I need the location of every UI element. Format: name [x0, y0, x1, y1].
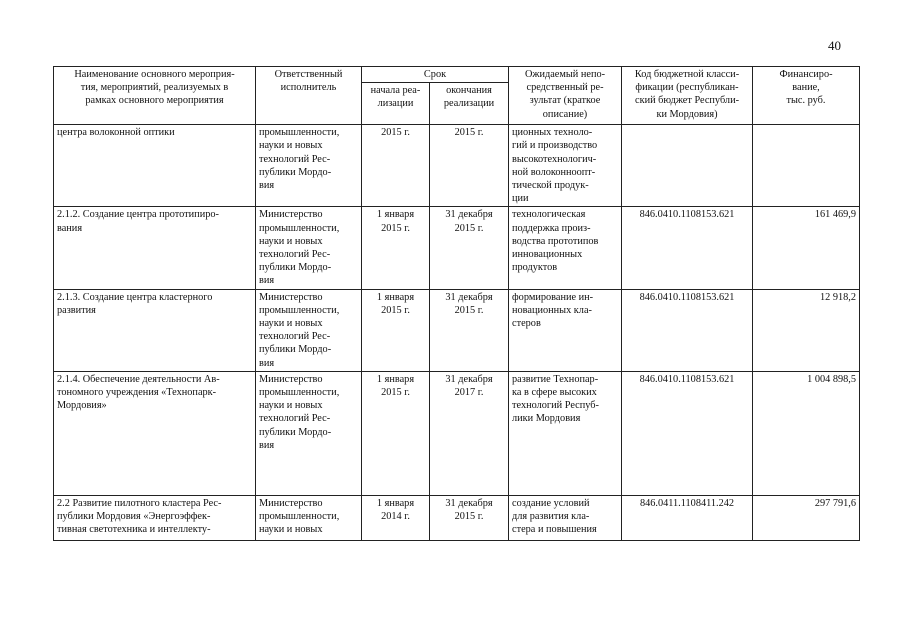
- cell-name: 2.1.4. Обеспечение деятельности Ав- тономного учреждения «Технопарк- Мордовия»: [54, 371, 256, 495]
- cell-start: 1 января 2015 г.: [362, 289, 430, 371]
- cell-start: 1 января 2015 г.: [362, 207, 430, 289]
- cell-code: 846.0410.1108153.621: [622, 371, 753, 495]
- cell-end: 31 декабря 2015 г.: [430, 289, 509, 371]
- cell-end: 31 декабря 2015 г.: [430, 495, 509, 540]
- header-name: Наименование основного мероприя- тия, мероприятий, реализуемых в рамках основного мероприятия: [54, 67, 256, 125]
- header-code: Код бюджетной класси- фикации (республикан- ский бюджет Республи- ки Мордовия): [622, 67, 753, 125]
- cell-name: 2.1.3. Создание центра кластерного развития: [54, 289, 256, 371]
- cell-executor: Министерство промышленности, науки и новых технологий Рес- публики Мордо- вия: [256, 207, 362, 289]
- table-row: [54, 125, 860, 207]
- cell-finance: 161 469,9: [753, 207, 860, 289]
- cell-code: 846.0410.1108153.621: [622, 207, 753, 289]
- header-term: Срок: [362, 67, 509, 83]
- cell-code: 846.0410.1108153.621: [622, 289, 753, 371]
- cell-finance: 297 791,6: [753, 495, 860, 540]
- page-number: 40: [828, 38, 841, 53]
- table-row: [54, 371, 860, 495]
- cell-end: 31 декабря 2017 г.: [430, 371, 509, 495]
- cell-code: 846.0411.1108411.242: [622, 495, 753, 540]
- header-end: окончания реализации: [430, 83, 509, 125]
- cell-result: развитие Технопар- ка в сфере высоких технологий Респуб- лики Мордовия: [509, 371, 622, 495]
- cell-finance: 1 004 898,5: [753, 371, 860, 495]
- header-executor: Ответственный исполнитель: [256, 67, 362, 125]
- table-row: [54, 289, 860, 371]
- measures-table: [53, 66, 860, 541]
- cell-finance: [753, 125, 860, 207]
- table-row: [54, 495, 860, 540]
- header-finance: Финансиро- вание, тыс. руб.: [753, 67, 860, 125]
- cell-result: технологическая поддержка произ- водства прототипов инновационных продуктов: [509, 207, 622, 289]
- cell-code: [622, 125, 753, 207]
- cell-start: 2015 г.: [362, 125, 430, 207]
- cell-name: 2.2 Развитие пилотного кластера Рес- публики Мордовия «Энергоэффек- тивная светотехника и интеллекту-: [54, 495, 256, 540]
- cell-start: 1 января 2014 г.: [362, 495, 430, 540]
- table-row: [54, 207, 860, 289]
- cell-end: 2015 г.: [430, 125, 509, 207]
- cell-result: ционных техноло- гий и производство высокотехнологич- ной волоконноопт- тической продук- ции: [509, 125, 622, 207]
- cell-end: 31 декабря 2015 г.: [430, 207, 509, 289]
- header-start: начала реа- лизации: [362, 83, 430, 125]
- cell-executor: Министерство промышленности, науки и новых: [256, 495, 362, 540]
- cell-executor: промышленности, науки и новых технологий Рес- публики Мордо- вия: [256, 125, 362, 207]
- cell-result: формирование ин- новационных кла- стеров: [509, 289, 622, 371]
- cell-executor: Министерство промышленности, науки и новых технологий Рес- публики Мордо- вия: [256, 289, 362, 371]
- cell-result: создание условий для развития кла- стера и повышения: [509, 495, 622, 540]
- cell-finance: 12 918,2: [753, 289, 860, 371]
- cell-name: 2.1.2. Создание центра прототипиро- вания: [54, 207, 256, 289]
- cell-start: 1 января 2015 г.: [362, 371, 430, 495]
- header-result: Ожидаемый непо- средственный ре- зультат (краткое описание): [509, 67, 622, 125]
- cell-name: центра волоконной оптики: [54, 125, 256, 207]
- cell-executor: Министерство промышленности, науки и новых технологий Рес- публики Мордо- вия: [256, 371, 362, 495]
